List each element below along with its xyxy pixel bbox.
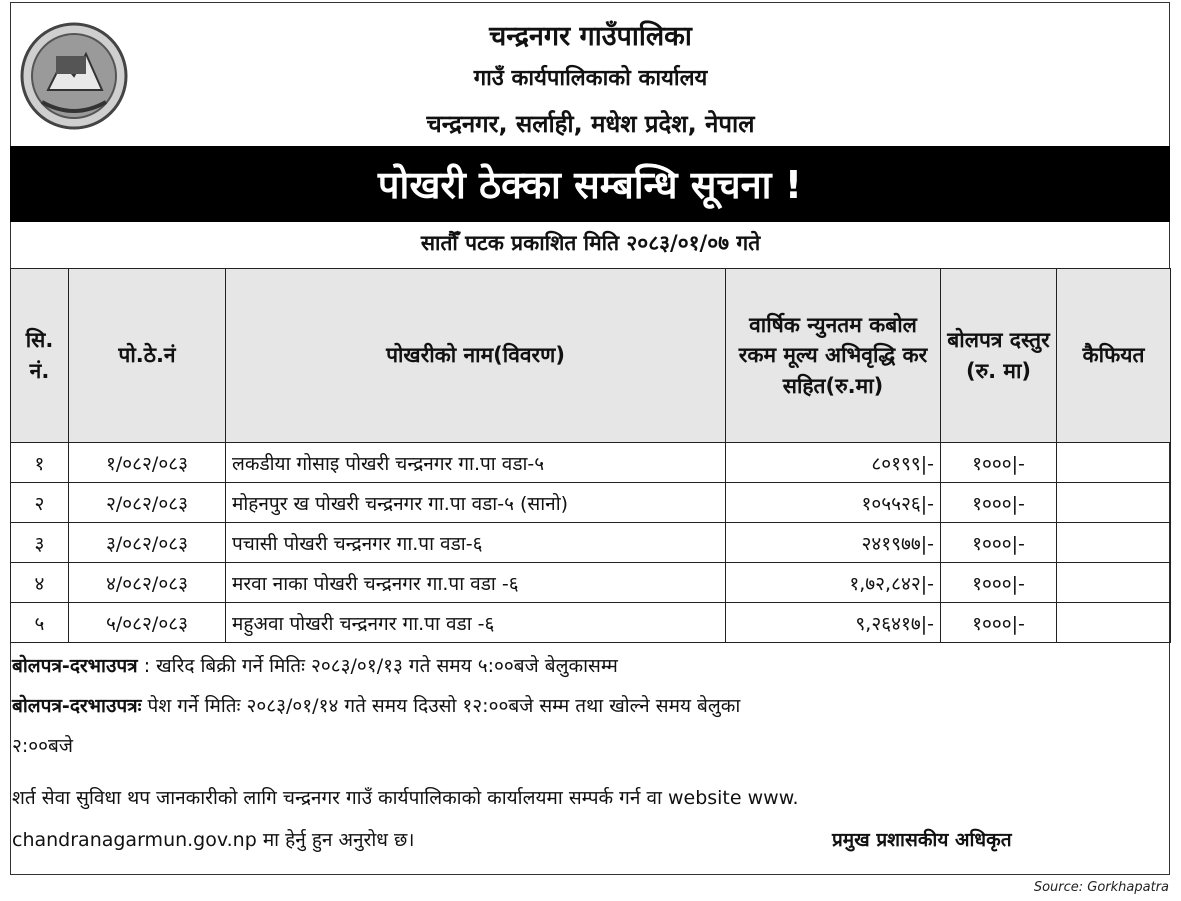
cell-contract-number: ४/०८२/०८३ (69, 563, 226, 603)
cell-serial: २ (11, 483, 69, 523)
cell-tender-fee: १०००|- (941, 483, 1057, 523)
submission-date-note-continued: २:००बजे (12, 735, 73, 757)
cell-minimum-bid: ९,२६४१७|- (726, 603, 941, 643)
header-tender-fee: बोलपत्र दस्तुर (रु. मा) (941, 269, 1057, 443)
submission-date-note (12, 692, 1172, 718)
header-remarks: कैफियत (1057, 269, 1171, 443)
website-text: chandranagarmun.gov.np मा हेर्नु हुन अनुरोध छ। (12, 829, 415, 851)
cell-minimum-bid: १,७२,८४२|- (726, 563, 941, 603)
cell-tender-fee: १०००|- (941, 523, 1057, 563)
cell-remarks (1057, 603, 1171, 643)
cell-remarks (1057, 523, 1171, 563)
sale-date-note (12, 652, 1172, 678)
notice-title-banner (10, 146, 1170, 222)
cell-serial: ४ (11, 563, 69, 603)
cell-minimum-bid: ८०१९९|- (726, 443, 941, 483)
source-credit: Source: Gorkhapatra (1033, 880, 1169, 895)
cell-pond-name: मरवा नाका पोखरी चन्द्रनगर गा.पा वडा -६ (226, 563, 726, 603)
notice-title: पोखरी ठेक्का सम्बन्धि सूचना ! (377, 163, 803, 207)
office-address: चन्द्रनगर, सर्लाही, मधेश प्रदेश, नेपाल (426, 110, 755, 138)
table-row (11, 443, 1171, 483)
cell-minimum-bid: १०५५२६|- (726, 483, 941, 523)
cell-serial: १ (11, 443, 69, 483)
cell-tender-fee: १०००|- (941, 603, 1057, 643)
publication-date: सातौँ पटक प्रकाशित मिति २०८३/०१/०७ गते (420, 231, 761, 255)
cell-pond-name: महुअवा पोखरी चन्द्रनगर गा.पा वडा -६ (226, 603, 726, 643)
signatory-title: प्रमुख प्रशासकीय अधिकृत (832, 829, 1012, 851)
cell-tender-fee: १०००|- (941, 443, 1057, 483)
cell-remarks (1057, 563, 1171, 603)
table-row (11, 523, 1171, 563)
cell-pond-name: मोहनपुर ख पोखरी चन्द्रनगर गा.पा वडा-५ (सानो) (226, 483, 726, 523)
office-name: गाउँ कार्यपालिकाको कार्यालय (473, 66, 708, 91)
submit-text: पेश गर्ने मितिः २०८३/०१/१४ गते समय दिउसो १२:००बजे सम्म तथा खोल्ने समय बेलुका (141, 695, 741, 717)
cell-contract-number: ५/०८२/०८३ (69, 603, 226, 643)
sale-label: बोलपत्र-दरभाउपत्र (12, 655, 138, 677)
table-header-row (11, 269, 1171, 443)
sale-text: : खरिद बिक्री गर्ने मितिः २०८३/०१/१३ गते समय ५:००बजे बेलुकासम्म (137, 655, 618, 677)
submit-label: बोलपत्र-दरभाउपत्रः (12, 695, 142, 717)
header-minimum-bid: वार्षिक न्युनतम कबोल रकम मूल्य अभिवृद्धि कर सहित(रु.मा) (726, 269, 941, 443)
cell-contract-number: ३/०८२/०८३ (69, 523, 226, 563)
pond-contract-table (10, 268, 1171, 643)
cell-remarks (1057, 443, 1171, 483)
table-row (11, 603, 1171, 643)
cell-serial: ५ (11, 603, 69, 643)
cell-pond-name: लकडीया गोसाइ पोखरी चन्द्रनगर गा.पा वडा-५ (226, 443, 726, 483)
cell-serial: ३ (11, 523, 69, 563)
table-row (11, 483, 1171, 523)
cell-minimum-bid: २४१९७७|- (726, 523, 941, 563)
cell-tender-fee: १०००|- (941, 563, 1057, 603)
table-row (11, 563, 1171, 603)
cell-pond-name: पचासी पोखरी चन्द्रनगर गा.पा वडा-६ (226, 523, 726, 563)
contact-note-continued (12, 826, 1172, 852)
header-serial: सि. नं. (11, 269, 69, 443)
contact-note: शर्त सेवा सुविधा थप जानकारीको लागि चन्द्रनगर गाउँ कार्यपालिकाको कार्यालयमा सम्पर्क गर्न वा website www. (12, 787, 799, 809)
cell-contract-number: १/०८२/०८३ (69, 443, 226, 483)
cell-contract-number: २/०८२/०८३ (69, 483, 226, 523)
header-pond-name: पोखरीको नाम(विवरण) (226, 269, 726, 443)
cell-remarks (1057, 483, 1171, 523)
header-contract-number: पो.ठे.नं (69, 269, 226, 443)
municipality-name: चन्द्रनगर गाउँपालिका (489, 21, 692, 52)
